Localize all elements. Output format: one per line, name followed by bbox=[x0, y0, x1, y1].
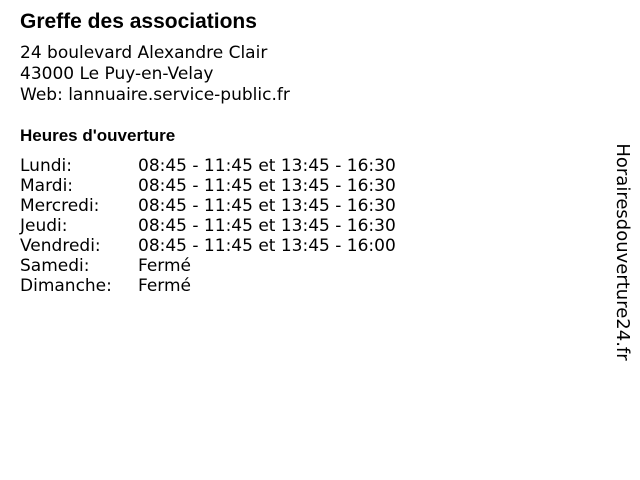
day-label: Lundi: bbox=[20, 156, 72, 176]
day-hours: Fermé bbox=[138, 256, 192, 276]
day-hours: 08:45 - 11:45 et 13:45 - 16:00 bbox=[138, 236, 396, 256]
day-hours: 08:45 - 11:45 et 13:45 - 16:30 bbox=[138, 176, 396, 196]
hours-row-lundi bbox=[20, 156, 396, 176]
day-label: Samedi: bbox=[20, 256, 90, 276]
hours-row-dimanche bbox=[20, 276, 396, 296]
listing-card bbox=[20, 9, 580, 296]
hours-row-jeudi bbox=[20, 216, 396, 236]
day-label: Mardi: bbox=[20, 176, 74, 196]
day-hours: 08:45 - 11:45 et 13:45 - 16:30 bbox=[138, 196, 396, 216]
hours-title: Heures d'ouverture bbox=[20, 126, 176, 145]
address-block bbox=[20, 43, 580, 106]
website-line: Web: lannuaire.service-public.fr bbox=[20, 85, 290, 105]
day-label: Jeudi: bbox=[20, 216, 68, 236]
day-label: Dimanche: bbox=[20, 276, 112, 296]
day-label: Mercredi: bbox=[20, 196, 100, 216]
hours-row-vendredi bbox=[20, 236, 396, 256]
brand-watermark: Horairesdouverture24.fr bbox=[612, 143, 633, 361]
day-hours: Fermé bbox=[138, 276, 192, 296]
hours-row-mardi bbox=[20, 176, 396, 196]
address-city: 43000 Le Puy-en-Velay bbox=[20, 64, 214, 84]
address-street: 24 boulevard Alexandre Clair bbox=[20, 43, 268, 63]
hours-row-mercredi bbox=[20, 196, 396, 216]
day-hours: 08:45 - 11:45 et 13:45 - 16:30 bbox=[138, 156, 396, 176]
day-hours: 08:45 - 11:45 et 13:45 - 16:30 bbox=[138, 216, 396, 236]
hours-row-samedi bbox=[20, 256, 396, 276]
hours-table bbox=[20, 156, 396, 296]
page-title: Greffe des associations bbox=[20, 10, 257, 33]
day-label: Vendredi: bbox=[20, 236, 101, 256]
